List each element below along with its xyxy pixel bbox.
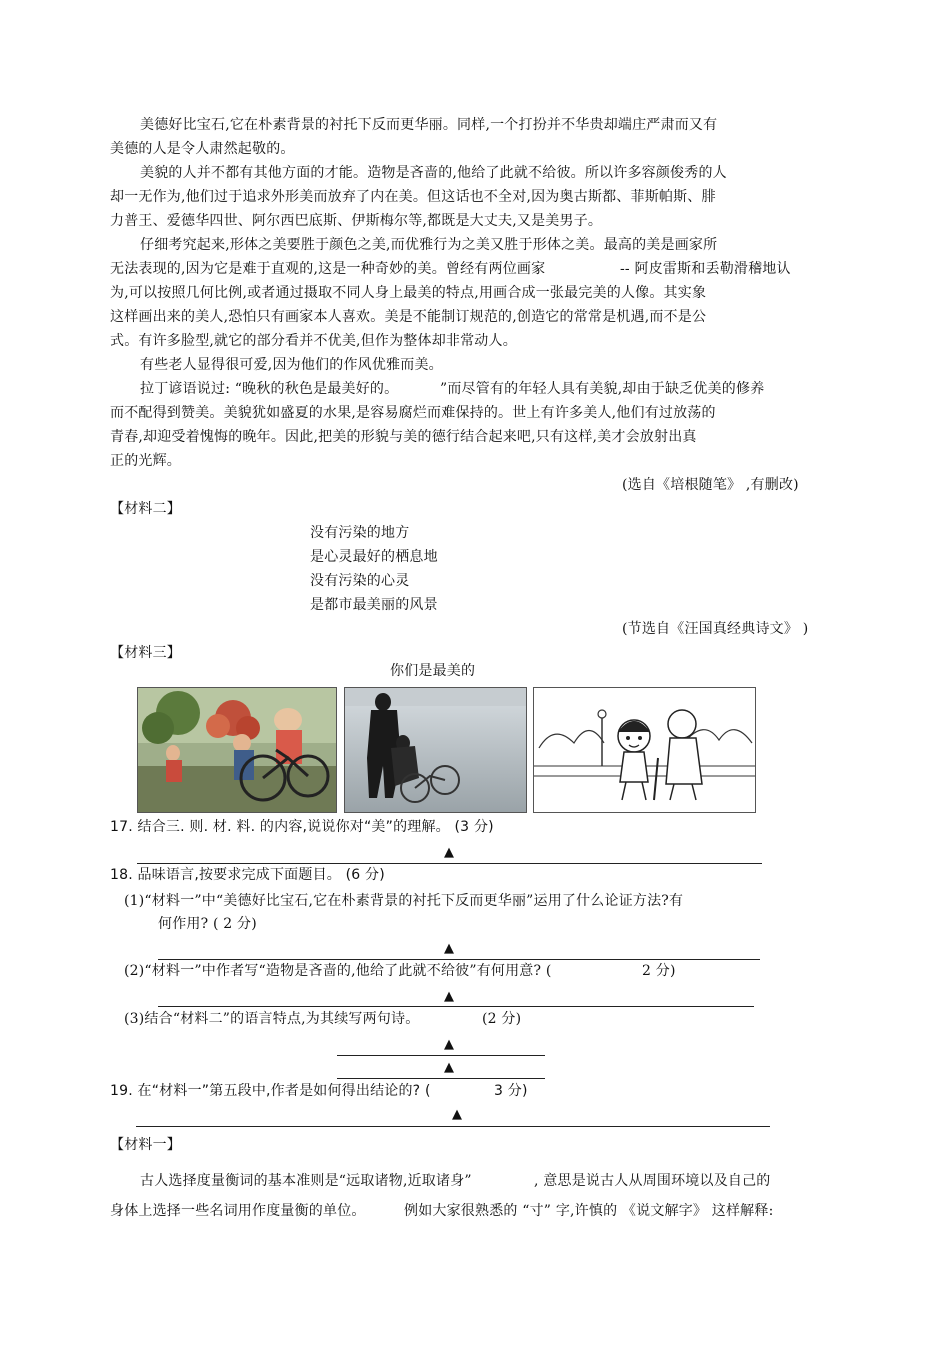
m1-p2-line2: 却一无作为,他们过于追求外形美而放弃了内在美。但这话也不全对,因为奥古斯都、菲斯帕斯、腓	[110, 189, 716, 205]
answer-line-18-2[interactable]	[158, 1006, 754, 1007]
answer-mark-18-2: ▲	[444, 989, 454, 1004]
answer-mark-18-3b: ▲	[444, 1060, 454, 1075]
question-18-2-score: 2 分)	[642, 963, 676, 979]
material2-heading: 【材料二】	[110, 501, 181, 517]
question-18-3: (3)结合“材料二”的语言特点,为其续写两句诗。	[124, 1011, 420, 1027]
m1-p1-line1: 美德好比宝石,它在朴素背景的衬托下反而更华丽。同样,一个打扮并不华贵却端庄严肃而又有	[140, 117, 718, 133]
m1-p3-line4: 这样画出来的美人,恐怕只有画家本人喜欢。美是不能制订规范的,创造它的常常是机遇,而不是公	[110, 309, 707, 325]
answer-line-18-1[interactable]	[158, 959, 760, 960]
answer-mark-19: ▲	[452, 1107, 462, 1122]
m1-p5-line2: 而不配得到赞美。美貌犹如盛夏的水果,是容易腐烂而难保持的。世上有许多美人,他们有过放荡的	[110, 405, 716, 421]
m1-p1-line2: 美德的人是令人肃然起敬的。	[110, 141, 295, 157]
photo-children-helping-bicycle	[137, 687, 337, 813]
m1-p5-line3: 青春,却迎受着愧悔的晚年。因此,把美的形貌与美的德行结合起来吧,只有这样,美才会放射出真	[110, 429, 697, 445]
m1-p5-line4: 正的光辉。	[110, 453, 181, 469]
answer-line-17[interactable]	[137, 863, 762, 864]
answer-mark-18-3a: ▲	[444, 1037, 454, 1052]
question-18-1-line2: 何作用? ( 2 分)	[158, 916, 257, 932]
answer-line-19[interactable]	[136, 1126, 770, 1127]
material3-title: 你们是最美的	[390, 663, 476, 679]
photo-helping-fallen-cyclist	[344, 687, 527, 813]
material3-heading: 【材料三】	[110, 645, 181, 661]
answer-line-18-3b[interactable]	[337, 1078, 545, 1079]
question-18: 18. 品味语言,按要求完成下面题目。 (6 分)	[110, 867, 385, 883]
question-18-2: (2)“材料一”中作者写“造物是吝啬的,他给了此就不给彼”有何用意? (	[124, 963, 552, 979]
m1-p2-line3: 力普王、爱德华四世、阿尔西巴底斯、伊斯梅尔等,都既是大丈夫,又是美男子。	[110, 213, 603, 229]
question-18-3-score: (2 分)	[482, 1011, 522, 1027]
m1-p3-line5: 式。有许多脸型,就它的部分看并不优美,但作为整体却非常动人。	[110, 333, 517, 349]
next-m1-line1b: , 意思是说古人从周围环境以及自己的	[534, 1173, 771, 1189]
next-m1-line1a: 古人选择度量衡词的基本准则是“远取诸物,近取诸身”	[140, 1173, 472, 1189]
m1-p5-line1a: 拉丁谚语说过: “晚秋的秋色是最美好的。	[140, 381, 399, 397]
m1-p4: 有些老人显得很可爱,因为他们的作风优雅而美。	[140, 357, 443, 373]
poem-line-4: 是都市最美丽的风景	[310, 597, 438, 613]
poem-line-3: 没有污染的心灵	[310, 573, 410, 589]
answer-mark-17: ▲	[444, 845, 454, 860]
drawing-girl-helping-elder	[533, 687, 756, 813]
m1-source: (选自《培根随笔》 ,有删改)	[622, 477, 799, 493]
question-17: 17. 结合三. 则. 材. 料. 的内容,说说你对“美”的理解。 (3 分)	[110, 819, 494, 835]
question-18-1-line1: (1)“材料一”中“美德好比宝石,它在朴素背景的衬托下反而更华丽”运用了什么论证方法?有	[124, 893, 684, 909]
m1-p3-line2b: -- 阿皮雷斯和丢勒滑稽地认	[620, 261, 791, 277]
m1-p3-line1: 仔细考究起来,形体之美要胜于颜色之美,而优雅行为之美又胜于形体之美。最高的美是画家所	[140, 237, 718, 253]
question-19: 19. 在“材料一”第五段中,作者是如何得出结论的? (	[110, 1083, 431, 1099]
poem-line-2: 是心灵最好的栖息地	[310, 549, 438, 565]
material2-source: (节选自《汪国真经典诗文》 )	[622, 621, 809, 637]
m1-p2-line1: 美貌的人并不都有其他方面的才能。造物是吝啬的,他给了此就不给彼。所以许多容颜俊秀的人	[140, 165, 727, 181]
question-19-score: 3 分)	[494, 1083, 528, 1099]
poem-line-1: 没有污染的地方	[310, 525, 410, 541]
answer-mark-18-1: ▲	[444, 941, 454, 956]
next-m1-line2b: 例如大家很熟悉的 “寸” 字,许慎的 《说文解字》 这样解释:	[404, 1203, 774, 1219]
answer-line-18-3a[interactable]	[337, 1055, 545, 1056]
next-m1-line2a: 身体上选择一些名词用作度量衡的单位。	[110, 1203, 366, 1219]
m1-p3-line2: 无法表现的,因为它是难于直观的,这是一种奇妙的美。曾经有两位画家	[110, 261, 546, 277]
m1-p3-line3: 为,可以按照几何比例,或者通过摄取不同人身上最美的特点,用画合成一张最完美的人像。其实象	[110, 285, 707, 301]
next-material1-heading: 【材料一】	[110, 1137, 181, 1153]
m1-p5-line1b: ”而尽管有的年轻人具有美貌,却由于缺乏优美的修养	[440, 381, 765, 397]
